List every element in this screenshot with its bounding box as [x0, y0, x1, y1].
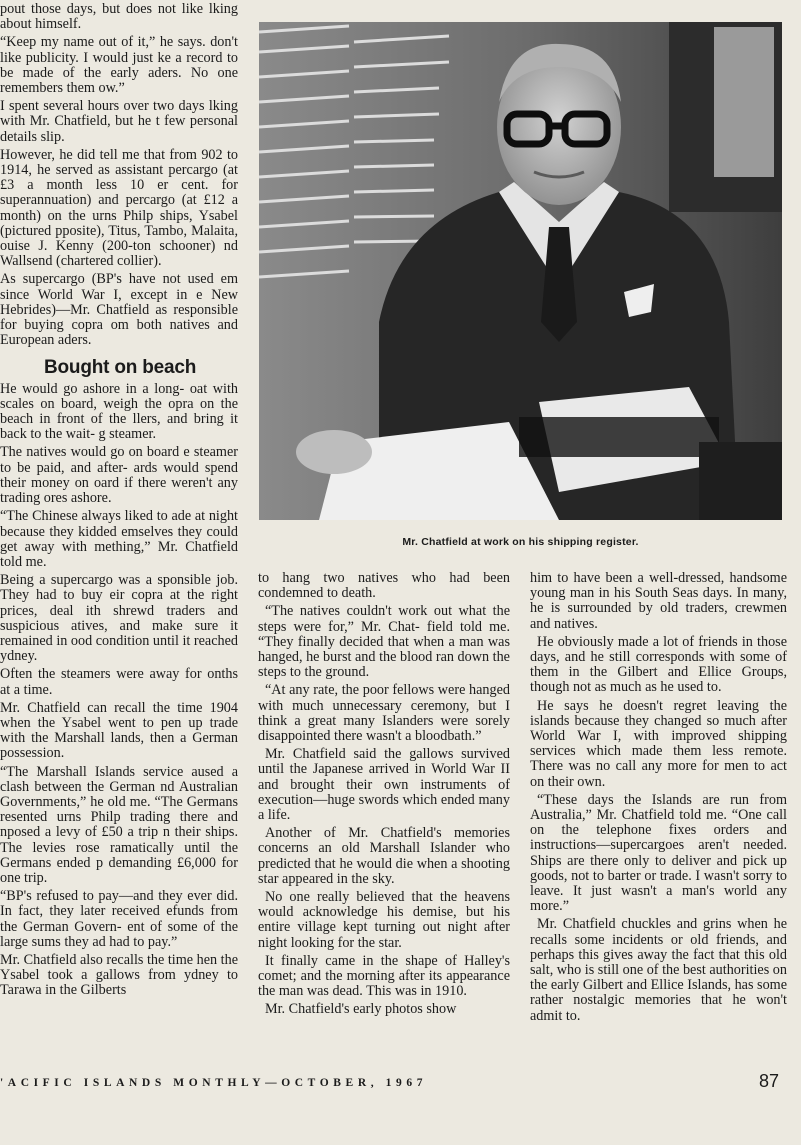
paragraph: “At any rate, the poor fellows were hanged with much unnecessary ceremony, but I think a great many Islanders were sorely disappointed there wasn't a bloodbath.” [258, 682, 510, 745]
paragraph: “The Marshall Islands service aused a clash between the German nd Australian Governments,” he old me. “The Germans resented urns Philp trading there and nposed a levy of £50 a trip n their ships. The levies rose ramatically until the Germans ended p demanding £6,000 for one trip. [0, 763, 238, 886]
paragraph: “The Chinese always liked to ade at night because they kidded emselves they could get away with mething,” Mr. Chatfield told me. [0, 508, 238, 570]
article-column-1 [0, 2, 238, 1002]
paragraph: “These days the Islands are run from Australia,” Mr. Chatfield told me. “One call on the telephone fixes orders and instructions—supercargoes aren't needed. Ships are there only to deliver and pick up goods, not to barter or trade. I wasn't sorry to leave. It just wasn't a man's world any more.” [530, 791, 787, 915]
paragraph: Mr. Chatfield also recalls the time hen the Ysabel took a gallows from ydney to Tarawa in the Gilberts [0, 951, 238, 999]
photo-caption: Mr. Chatfield at work on his shipping register. [402, 536, 639, 548]
article-column-3 [530, 571, 787, 1027]
paragraph: Mr. Chatfield's early photos show [265, 1001, 457, 1018]
paragraph: However, he did tell me that from 902 to 1914, he served as assistant percargo (at £3 a month less 10 er cent. for superannuation) and percargo (at £12 a month) on the urns Philp ships, Ysabel (pictured pposite), Titus, Tambo, Malaita, ouise J. Kenny (200-ton schooner) nd Wallsend (chartered collier). [0, 146, 238, 270]
paragraph: The natives would go on board e steamer to be paid, and after- ards would spend their money on oard if there weren't any trading ores ashore. [0, 444, 238, 507]
section-subhead: Bought on beach [44, 357, 197, 379]
paragraph: Often the steamers were away for onths at a time. [0, 666, 238, 698]
portrait-illustration [259, 22, 782, 520]
paragraph: to hang two natives who had been condemned to death. [258, 570, 510, 602]
paragraph: “Keep my name out of it,” he says. don't like publicity. I would just ke a record to be made of the early aders. No one remembers them ow.” [0, 34, 238, 97]
article-column-2 [258, 571, 510, 1021]
paragraph: Mr. Chatfield can recall the time 1904 when the Ysabel went to pen up trade with the Marshall lands, then a German possession. [0, 699, 238, 762]
paragraph: No one really believed that the heavens would acknowledge his demise, but his entire village kept turning out night after night looking for the star. [258, 889, 510, 951]
paragraph: pout those days, but does not like lking about himself. [0, 2, 238, 33]
paragraph: He would go ashore in a long- oat with scales on board, weigh the opra on the beach in front of the llers, and bring it back to the wait- g steamer. [0, 380, 238, 443]
paragraph: He says he doesn't regret leaving the islands because they changed so much after World War I, with improved shipping services which made them less remote. There was no call any more for men to act on their own. [530, 697, 787, 790]
paragraph: Being a supercargo was a sponsible job. They had to buy eir copra at the right prices, deal ith shrewd traders and suspicious atives, and make sure it remained in ood condition until it reached ydney. [0, 572, 238, 665]
paragraph: He obviously made a lot of friends in those days, and he still corresponds with some of them in the Gilbert and Ellice Groups, though not as much as he used to. [530, 633, 787, 696]
publication-line: 'ACIFIC ISLANDS MONTHLY—OCTOBER, 1967 [0, 1077, 428, 1089]
paragraph: As supercargo (BP's have not used em since World War I, except in e New Hebrides)—Mr. Chatfield as responsible for buying copra om both natives and European aders. [0, 271, 238, 349]
paragraph: “The natives couldn't work out what the steps were for,” Mr. Chat- field told me. “They finally decided that when a man was hanged, he burst and the blood ran down the steps to the ground. [258, 603, 510, 681]
paragraph: Mr. Chatfield chuckles and grins when he recalls some incidents or old friends, and perhaps this gives away the fact that this old salt, who is still one of the best authorities on the early Gilbert and Ellice Islands, has some rather nostalgic memories that he won't admit to. [530, 916, 787, 1024]
paragraph: Mr. Chatfield said the gallows survived until the Japanese arrived in World War II and brought their own instruments of execution—huge swords which ended many a life. [258, 746, 510, 824]
page-footer [0, 1068, 801, 1098]
page-number: 87 [759, 1071, 780, 1091]
paragraph: him to have been a well-dressed, handsome young man in his South Seas days. In many, he is surrounded by old traders, crewmen and natives. [530, 570, 787, 632]
paragraph: Another of Mr. Chatfield's memories concerns an old Marshall Islander who predicted that he would die when a shooting star appeared in the sky. [258, 825, 510, 887]
paragraph: I spent several hours over two days lking with Mr. Chatfield, but he t few personal details slip. [0, 98, 238, 145]
paragraph: It finally came in the shape of Halley's comet; and the morning after its appearance the man was dead. This was in 1910. [258, 952, 510, 1000]
paragraph: “BP's refused to pay—and they ever did. In fact, they later received efunds from the German Govern- ent of some of the large sums they ad had to pay.” [0, 888, 238, 950]
portrait-photo [259, 22, 782, 520]
